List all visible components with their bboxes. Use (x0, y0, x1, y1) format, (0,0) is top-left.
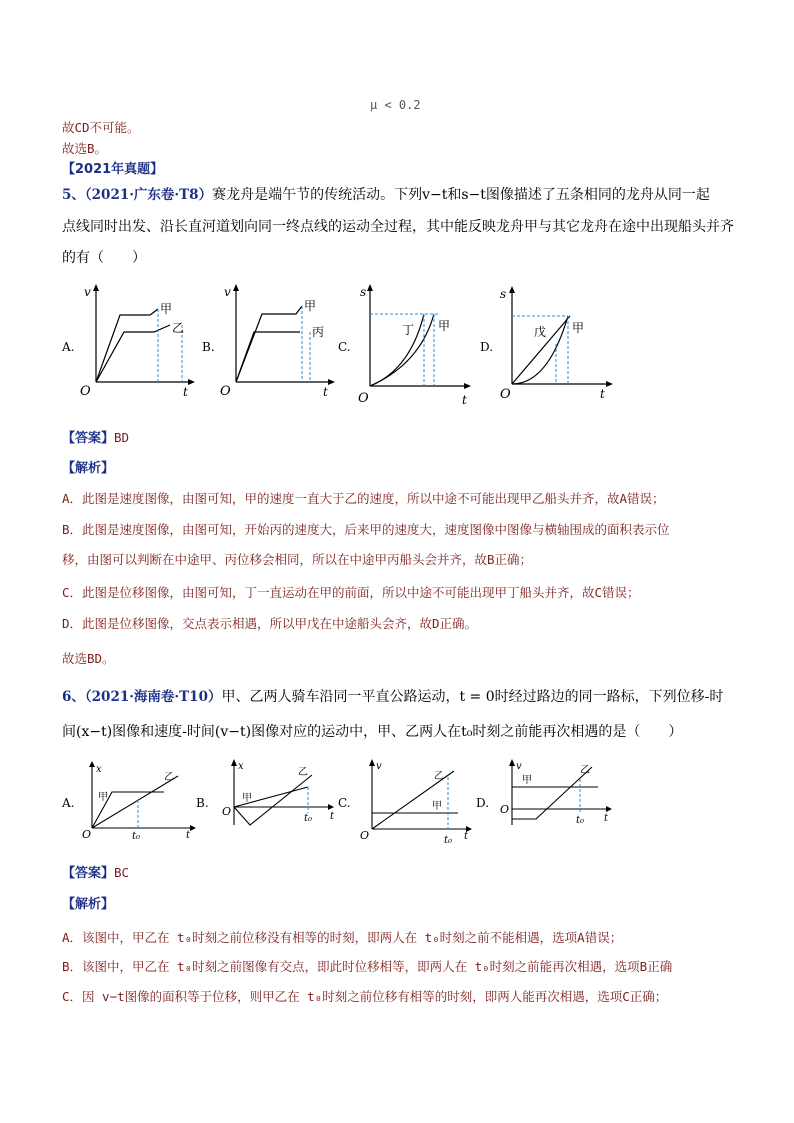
label-yi: 乙 (172, 321, 185, 335)
conclusion-line-2: 故选B。 (62, 141, 108, 156)
q6-option-d-label: D. (476, 796, 490, 810)
label-jia: 甲 (98, 792, 108, 803)
q6-source: （2021·海南卷·T10） (84, 689, 222, 705)
label-jia: 甲 (242, 793, 252, 804)
label-v: v (376, 761, 382, 772)
curve-jia (96, 309, 158, 382)
label-x: x (238, 761, 244, 772)
label-O: O (500, 803, 510, 816)
label-jia: 甲 (304, 299, 317, 313)
label-O: O (80, 384, 91, 399)
label-s: s (500, 287, 507, 301)
label-jia: 甲 (432, 801, 442, 812)
q6-number: 6、 (62, 689, 85, 705)
y-arrow (89, 761, 95, 767)
q5-conclusion: 故选BD。 (62, 651, 115, 666)
q5-option-a-label: A. (62, 340, 75, 354)
q5-answer-value: BD (114, 430, 130, 445)
q5-graph-b (218, 282, 338, 400)
q6-analysis-c: C．因 v−t图像的面积等于位移，则甲乙在 t₀时刻之前位移有相等的时刻，即两人能再次相遇，选项C正确； (62, 989, 668, 1004)
q5-option-c-label: C. (338, 340, 351, 354)
curve-yi (96, 325, 170, 382)
q5-answer (62, 427, 129, 446)
y-arrow (367, 284, 373, 291)
q6-option-c-label: C. (338, 796, 351, 810)
y-arrow (509, 759, 515, 766)
q5-source: （2021·广东卷·T8） (84, 187, 213, 203)
label-t0: t₀ (132, 831, 141, 842)
q6-graph-d (494, 757, 618, 829)
label-jia: 甲 (572, 321, 585, 335)
label-O: O (358, 391, 369, 406)
label-t: t (323, 385, 328, 399)
q5-analysis-b1: B．此图是速度图像，由图可知，开始丙的速度大，后来甲的速度大，速度图像中图像与横轴围成的面积表示位 (62, 522, 670, 537)
x-arrow (190, 825, 196, 831)
label-jia: 甲 (160, 302, 173, 316)
q5-answer-label: 【答案】 (62, 431, 115, 446)
q5-graph-a (78, 282, 198, 400)
x-arrow (328, 379, 335, 385)
y-arrow (369, 759, 375, 766)
q6-answer-value: BC (114, 865, 130, 880)
x-arrow (464, 383, 471, 389)
label-bing: 丙 (312, 325, 325, 339)
label-yi: 乙 (580, 765, 590, 776)
label-O: O (82, 828, 92, 841)
label-yi: 乙 (434, 771, 444, 782)
q5-line-1 (62, 183, 710, 204)
label-O: O (222, 805, 232, 818)
label-v: v (84, 285, 91, 299)
q5-number: 5、 (62, 187, 85, 203)
label-ding: 丁 (402, 323, 415, 337)
label-s: s (360, 285, 367, 299)
y-arrow (231, 759, 237, 766)
q5-graph-d (496, 284, 616, 402)
q6-graph-a (78, 760, 202, 844)
label-t: t (186, 830, 191, 841)
label-t: t (604, 813, 609, 824)
q5-analysis-a: A．此图是速度图像，由图可知，甲的速度一直大于乙的速度，所以中途不可能出现甲乙船头并齐，故A错误； (62, 491, 665, 506)
q6-graph-c (354, 757, 478, 847)
label-t0: t₀ (444, 835, 453, 846)
formula: μ < 0.2 (370, 98, 421, 112)
q5-analysis-c: C．此图是位移图像，由图可知，丁一直运动在甲的前面，所以中途不可能出现甲丁船头并齐，故C错误； (62, 585, 640, 600)
label-t: t (464, 831, 469, 842)
x-arrow (606, 806, 612, 812)
q5-analysis-b2: 移，由图可以判断在中途甲、丙位移会相同，所以在中途甲丙船头会并齐，故B正确； (62, 552, 533, 567)
q6-answer-label: 【答案】 (62, 866, 115, 881)
label-v: v (516, 761, 522, 772)
section-header: 【2021年真题】 (62, 162, 164, 177)
label-t: t (462, 393, 467, 406)
y-arrow (233, 284, 239, 291)
q6-line-2: 间(x−t)图像和速度-时间(v−t)图像对应的运动中，甲、乙两人在t₀时刻之前能再次相遇的是（ ） (62, 724, 683, 740)
label-t: t (330, 811, 335, 822)
q6-option-a-label: A. (62, 796, 75, 810)
label-O: O (360, 829, 370, 842)
q6-option-b-label: B. (196, 796, 209, 810)
label-t: t (600, 387, 605, 401)
label-t: t (183, 385, 188, 399)
label-v: v (224, 285, 231, 299)
y-arrow (93, 284, 99, 291)
curve-jia (236, 306, 302, 382)
q6-analysis-b: B．该图中，甲乙在 t₀时刻之前图像有交点，即此时位移相等，即两人在 t₀时刻之前能再次相遇，选项B正确 (62, 959, 673, 974)
q5-line-3: 的有（ ） (62, 250, 146, 266)
label-wu: 戊 (534, 325, 547, 339)
q5-analysis-d: D．此图是位移图像，交点表示相遇，所以甲戊在中途船头会齐，故D正确。 (62, 616, 478, 631)
label-O: O (220, 384, 231, 399)
q5-option-b-label: B. (202, 340, 215, 354)
x-arrow (606, 381, 613, 387)
x-arrow (328, 804, 334, 810)
q5-analysis-label: 【解析】 (62, 461, 115, 476)
q5-text-1: 赛龙舟是端午节的传统活动。下列v−t和s−t图像描述了五条相同的龙舟从同一起 (212, 187, 710, 203)
y-arrow (509, 286, 515, 293)
q5-graph-c (354, 282, 474, 406)
q6-line-1 (62, 685, 723, 706)
q6-answer (62, 862, 129, 881)
label-jia: 甲 (522, 775, 532, 786)
q5-line-2: 点线同时出发、沿长直河道划向同一终点线的运动全过程，其中能反映龙舟甲与其它龙舟在途中出现船头并齐 (62, 219, 734, 235)
label-x: x (96, 764, 102, 775)
q5-option-d-label: D. (480, 340, 494, 354)
label-yi: 乙 (298, 767, 308, 778)
label-O: O (500, 387, 511, 402)
label-yi: 乙 (164, 772, 174, 783)
label-jia: 甲 (438, 319, 451, 333)
q6-analysis-a: A．该图中，甲乙在 t₀时刻之前位移没有相等的时刻，即两人在 t₀时刻之前不能相遇，选项A错误； (62, 930, 623, 945)
q6-text-1: 甲、乙两人骑车沿同一平直公路运动，t = 0时经过路边的同一路标，下列位移-时 (221, 689, 724, 705)
q6-analysis-label: 【解析】 (62, 897, 115, 912)
conclusion-line-1: 故CD不可能。 (62, 120, 140, 135)
x-arrow (188, 379, 195, 385)
curve-ding (370, 314, 424, 386)
q6-graph-b (212, 757, 342, 827)
label-t0: t₀ (304, 813, 313, 824)
label-t0: t₀ (576, 815, 585, 826)
